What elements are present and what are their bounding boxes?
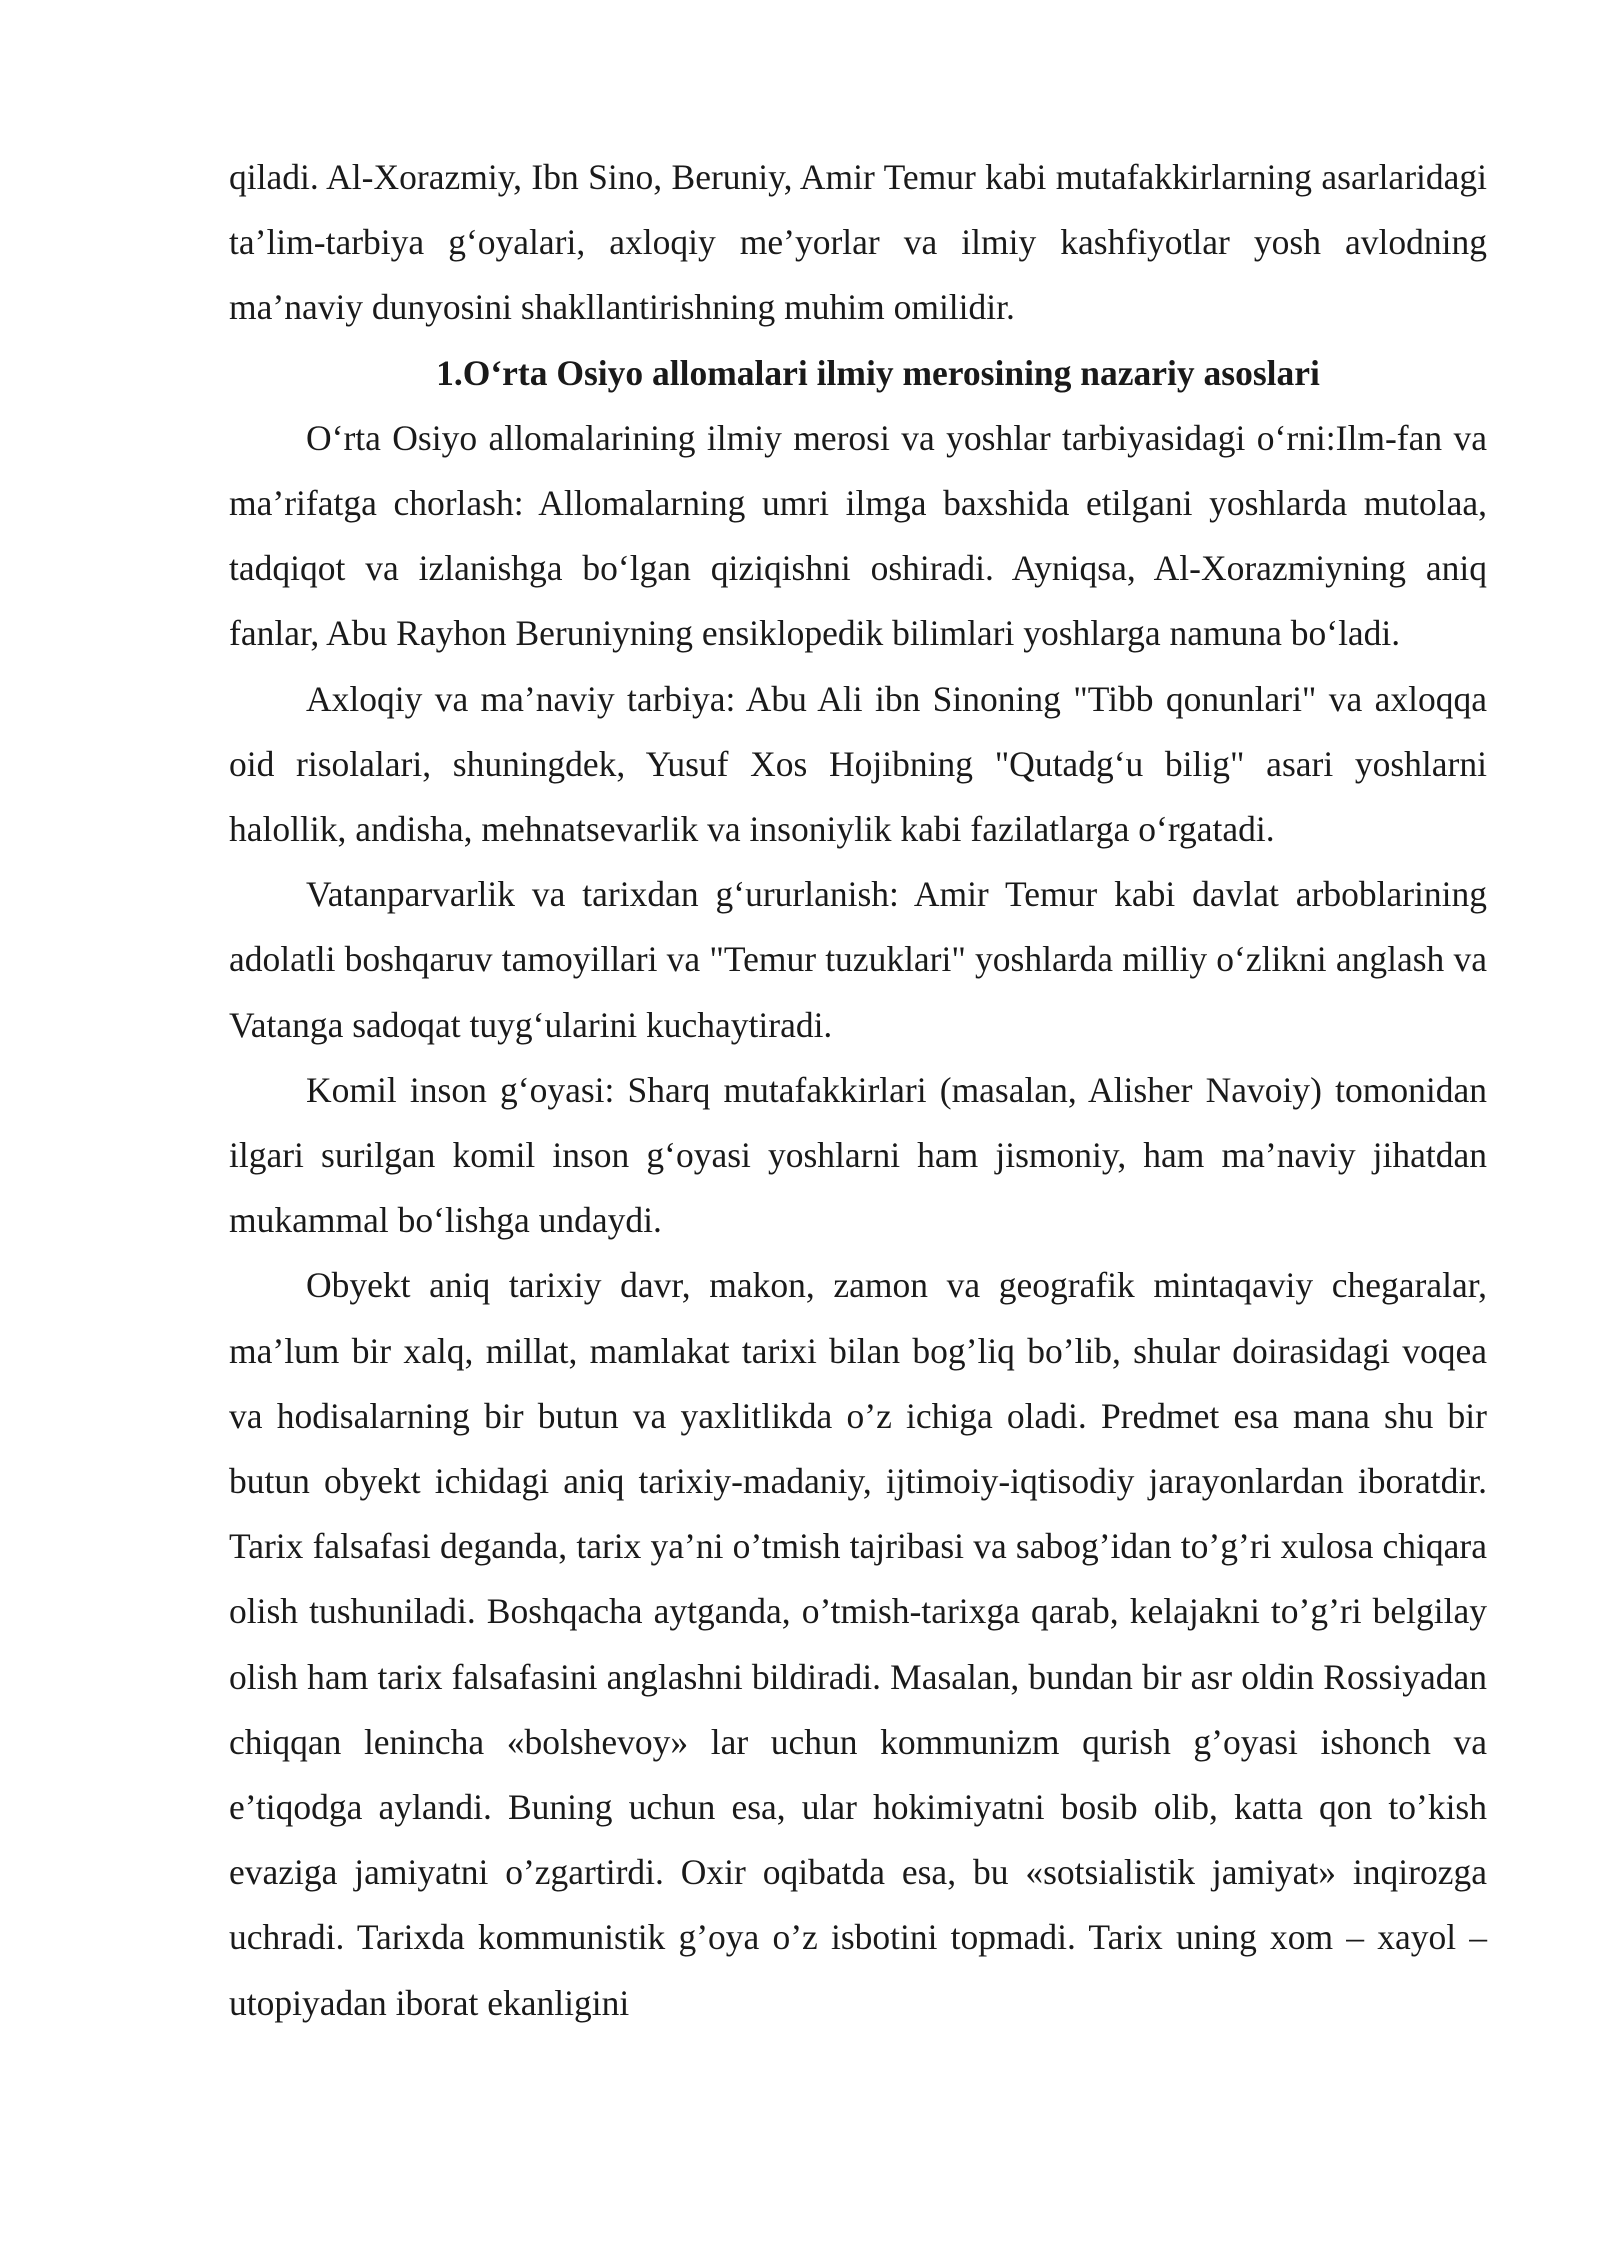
- paragraph-vatanparvarlik: Vatanparvarlik va tarixdan g‘ururlanish: Amir Temur kabi davlat arboblarining adolatli boshqaruv tamoyillari va "Temur tuzuklari" yoshlarda milliy o‘zlikni anglash va Vatanga sadoqat tuyg‘ularini kuchaytiradi.: [229, 874, 1487, 1045]
- paragraph-obyekt-predmet: Obyekt aniq tarixiy davr, makon, zamon va geografik mintaqaviy chegaralar, ma’lum bir xalq, millat, mamlakat tarixi bilan bog’liq bo’lib, shular doirasidagi voqea va hodisalarning bir butun va yaxlitlikda o’z ichiga oladi. Predmet esa mana shu bir butun obyekt ichidagi aniq tarixiy-madaniy, ijtimoiy-iqtisodiy jarayonlardan iboratdir. Tarix falsafasi deganda, tarix ya’ni o’tmish tajribasi va sabog’idan to’g’ri xulosa chiqara olish tushuniladi. Boshqacha aytganda, o’tmish-tarixga qarab, kelajakni to’g’ri belgilay olish ham tarix falsafasini anglashni bildiradi. Masalan, bundan bir asr oldin Rossiyadan chiqqan lenincha «bolshevoy» lar uchun kommunizm qurish g’oyasi ishonch va e’tiqodga aylandi. Buning uchun esa, ular hokimiyatni bosib olib, katta qon to’kish evaziga jamiyatni o’zgartirdi. Oxir oqibatda esa, bu «sotsialistik jamiyat» inqirozga uchradi. Tarixda kommunistik g’oya o’z isbotini topmadi. Tarix uning xom – xayol – utopiyadan iborat ekanligini: [229, 1265, 1487, 2023]
- document-page: [229, 145, 1487, 2036]
- paragraph-ilm-fan: O‘rta Osiyo allomalarining ilmiy merosi va yoshlar tarbiyasidagi o‘rni:Ilm-fan va ma’rifatga chorlash: Allomalarning umri ilmga baxshida etilgani yoshlarda mutolaa, tadqiqot va izlanishga bo‘lgan qiziqishni oshiradi. Ayniqsa, Al-Xorazmiyning aniq fanlar, Abu Rayhon Beruniyning ensiklopedik bilimlari yoshlarga namuna bo‘ladi.: [229, 417, 1487, 654]
- intro-paragraph: qiladi. Al-Xorazmiy, Ibn Sino, Beruniy, Amir Temur kabi mutafakkirlarning asarlaridagi ta’lim-tarbiya g‘oyalari, axloqiy me’yorlar va ilmiy kashfiyotlar yosh avlodning ma’naviy dunyosini shakllantirishning muhim omilidir.: [229, 157, 1487, 328]
- section-heading: 1.O‘rta Osiyo allomalari ilmiy merosining nazariy asoslari: [436, 352, 1320, 393]
- paragraph-komil-inson: Komil inson g‘oyasi: Sharq mutafakkirlari (masalan, Alisher Navoiy) tomonidan ilgari surilgan komil inson g‘oyasi yoshlarni ham jismoniy, ham ma’naviy jihatdan mukammal bo‘lishga undaydi.: [229, 1069, 1487, 1241]
- paragraph-axloqiy-tarbiya: Axloqiy va ma’naviy tarbiya: Abu Ali ibn Sinoning "Tibb qonunlari" va axloqqa oid risolalari, shuningdek, Yusuf Xos Hojibning "Qutadg‘u bilig" asari yoshlarni halollik, andisha, mehnatsevarlik va insoniylik kabi fazilatlarga o‘rgatadi.: [229, 678, 1487, 850]
